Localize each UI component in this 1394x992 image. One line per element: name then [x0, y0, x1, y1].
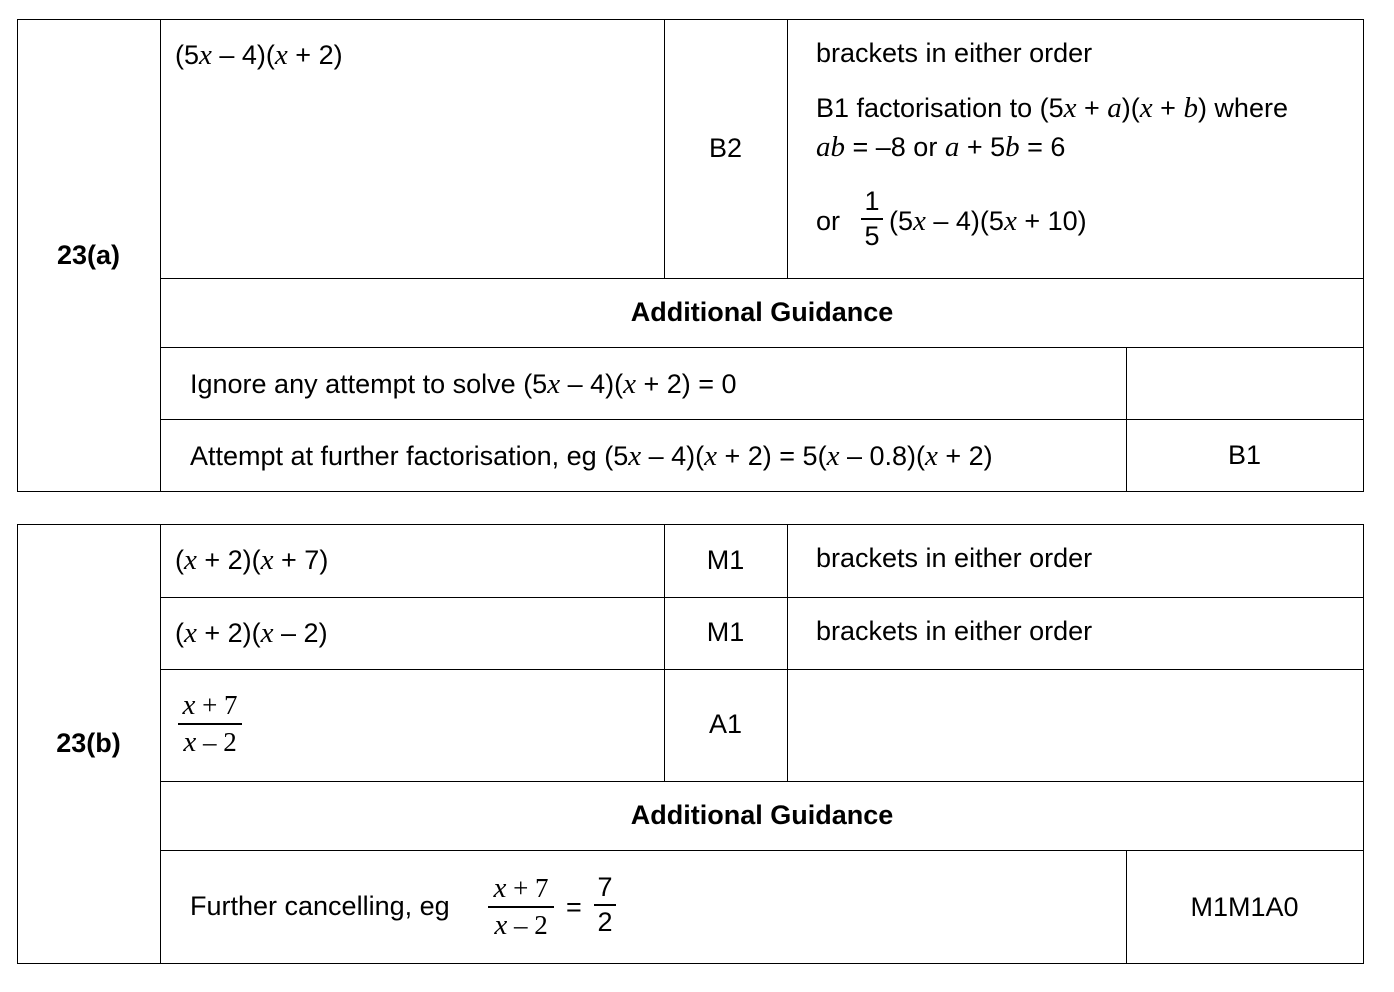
guidance-further-cancelling: Further cancelling, eg: [190, 891, 450, 921]
fraction-numerator: x + 7: [493, 872, 549, 904]
guidance-equals: =: [566, 892, 582, 922]
fraction-denominator: x – 2: [183, 725, 237, 758]
comment-brackets-order: brackets in either order: [816, 38, 1093, 68]
table-a-bottom-border: [17, 491, 1364, 492]
guidance-fraction-rhs: [594, 874, 616, 936]
table-a-label-divider: [160, 19, 161, 492]
answer-fraction: [178, 691, 242, 757]
mark-value: B2: [708, 133, 743, 163]
fraction-numerator: 7: [597, 872, 613, 902]
table-a-mark-divider: [787, 19, 788, 278]
comment-or: or: [816, 206, 841, 236]
table-b-row-divider-3: [160, 781, 1364, 782]
question-label: 23(b): [56, 728, 121, 758]
answer-text: (5x – 4)(x + 2): [175, 39, 343, 71]
table-a-row-divider-2: [160, 347, 1364, 348]
guidance-ignore-solve: Ignore any attempt to solve (5x – 4)(x + 2) = 0: [190, 368, 737, 400]
table-b-bottom-border: [17, 963, 1364, 964]
mark-row-3: A1: [708, 709, 743, 739]
comment-row-2: brackets in either order: [816, 616, 1093, 646]
mark-row-2: M1: [706, 617, 745, 647]
guidance-fraction-lhs: [488, 874, 554, 940]
fraction-numerator: 1: [864, 186, 880, 216]
fraction-numerator: x + 7: [182, 689, 238, 721]
table-a-top-border: [17, 19, 1364, 20]
table-b-row-divider-1: [160, 597, 1364, 598]
guidance-heading: Additional Guidance: [630, 297, 894, 327]
table-a-guidance-mark-divider: [1126, 347, 1127, 492]
guidance-further-factorisation: Attempt at further factorisation, eg (5x – 4)(x + 2) = 5(x – 0.8)(x + 2): [190, 440, 993, 472]
guidance-cancelling-mark: M1M1A0: [1190, 892, 1299, 922]
fraction-denominator: x – 2: [494, 908, 548, 941]
table-a-row-divider-1: [160, 278, 1364, 279]
comment-row-1: brackets in either order: [816, 543, 1093, 573]
fraction-denominator: 5: [864, 220, 880, 251]
fraction-one-fifth: [861, 188, 883, 250]
table-a-row-divider-3: [160, 419, 1364, 420]
table-a-right-border: [1363, 19, 1364, 492]
guidance-further-mark: B1: [1227, 440, 1262, 470]
answer-row-1: (x + 2)(x + 7): [175, 544, 329, 576]
answer-row-2: (x + 2)(x – 2): [175, 617, 328, 649]
table-b-mark-divider: [787, 524, 788, 781]
comment-factorisation: B1 factorisation to (5x + a)(x + b) where: [816, 92, 1288, 124]
comment-alt-factorisation: (5x – 4)(5x + 10): [889, 205, 1087, 237]
table-b-top-border: [17, 524, 1364, 525]
table-b-right-border: [1363, 524, 1364, 964]
fraction-denominator: 2: [597, 906, 613, 937]
table-b-label-divider: [160, 524, 161, 964]
comment-condition: ab = –8 or a + 5b = 6: [816, 131, 1066, 163]
mark-row-1: M1: [706, 545, 745, 575]
question-label: 23(a): [56, 240, 121, 270]
table-b-row-divider-4: [160, 850, 1364, 851]
table-b-row-divider-2: [160, 669, 1364, 670]
guidance-heading: Additional Guidance: [630, 800, 894, 830]
